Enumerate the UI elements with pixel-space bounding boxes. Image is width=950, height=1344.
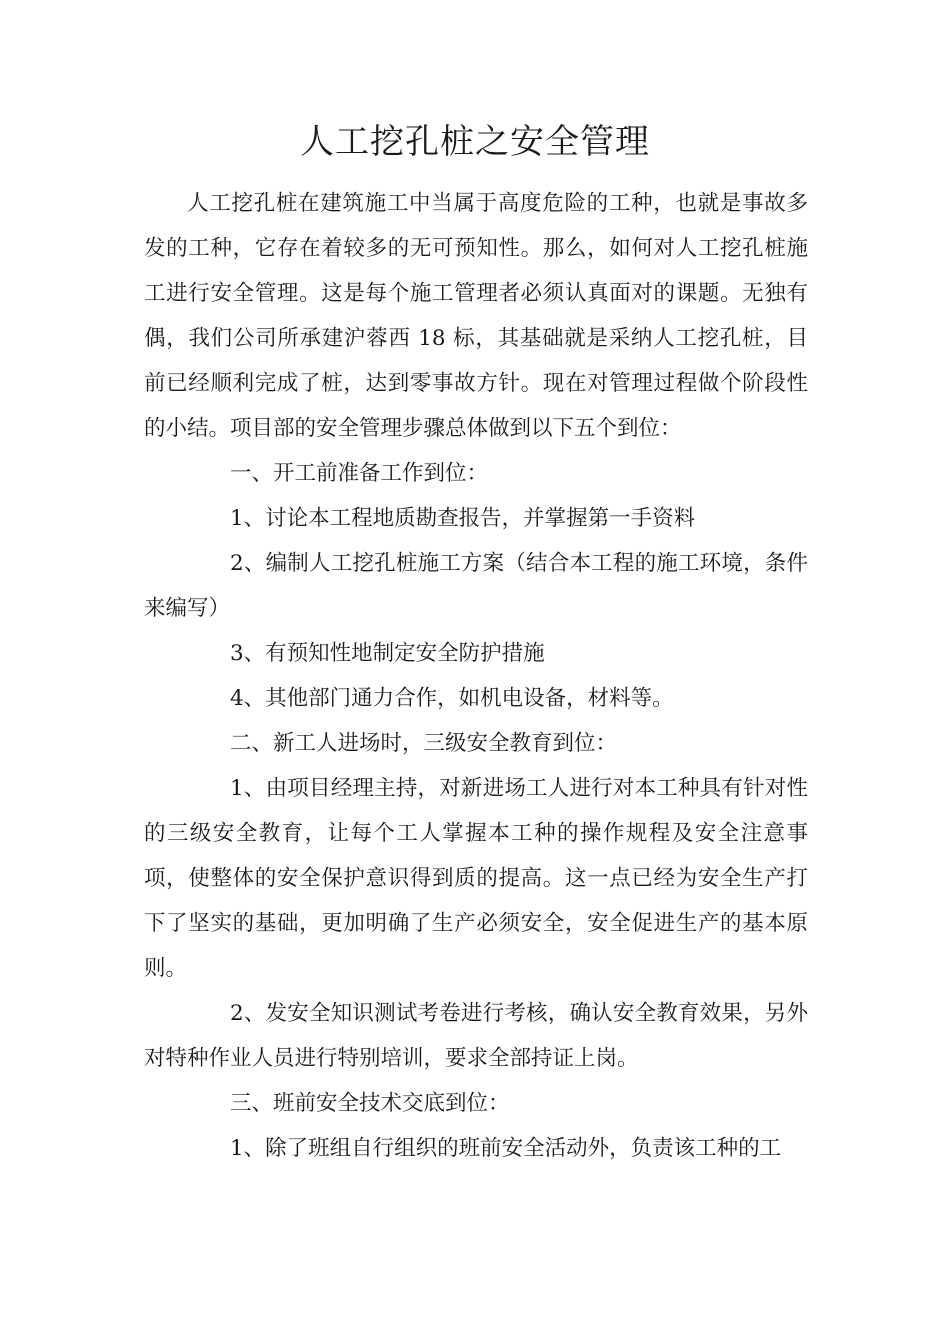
section-2-heading: 二、新工人进场时，三级安全教育到位： bbox=[230, 731, 618, 756]
section-1-heading: 一、开工前准备工作到位： bbox=[230, 461, 489, 486]
section-1-item-1: 1、讨论本工程地质勘查报告，并掌握第一手资料 bbox=[230, 506, 696, 531]
section-2-item-1: 1、由项目经理主持，对新进场工人进行对本工种具有针对性的三级安全教育，让每个工人掌握本工种的操作规程及安全注意事项，使整体的安全保护意识得到质的提高。这一点已经为安全生产打下了坚实的基础，更加明确了生产必须安全，安全促进生产的基本原则。 bbox=[144, 776, 808, 981]
document-body bbox=[144, 181, 808, 1171]
section-1-item-4: 4、其他部门通力合作，如机电设备，材料等。 bbox=[230, 686, 674, 711]
section-2-item-2: 2、发安全知识测试考卷进行考核，确认安全教育效果，另外对特种作业人员进行特别培训，要求全部持证上岗。 bbox=[144, 1001, 808, 1071]
section-1-item-3: 3、有预知性地制定安全防护措施 bbox=[230, 641, 545, 666]
section-3-heading: 三、班前安全技术交底到位： bbox=[230, 1091, 510, 1116]
page-title: 人工挖孔桩之安全管理 bbox=[300, 122, 650, 162]
intro-paragraph: 人工挖孔桩在建筑施工中当属于高度危险的工种，也就是事故多发的工种，它存在着较多的无可预知性。那么，如何对人工挖孔桩施工进行安全管理。这是每个施工管理者必须认真面对的课题。无独有偶，我们公司所承建沪蓉西 18 标，其基础就是采纳人工挖孔桩，目前已经顺利完成了桩，达到零事故方针。现在对管理过程做个阶段性的小结。项目部的安全管理步骤总体做到以下五个到位： bbox=[144, 191, 808, 441]
section-1-item-2: 2、编制人工挖孔桩施工方案（结合本工程的施工环境，条件来编写） bbox=[144, 551, 808, 621]
section-3-item-1: 1、除了班组自行组织的班前安全活动外，负责该工种的工 bbox=[230, 1136, 782, 1161]
